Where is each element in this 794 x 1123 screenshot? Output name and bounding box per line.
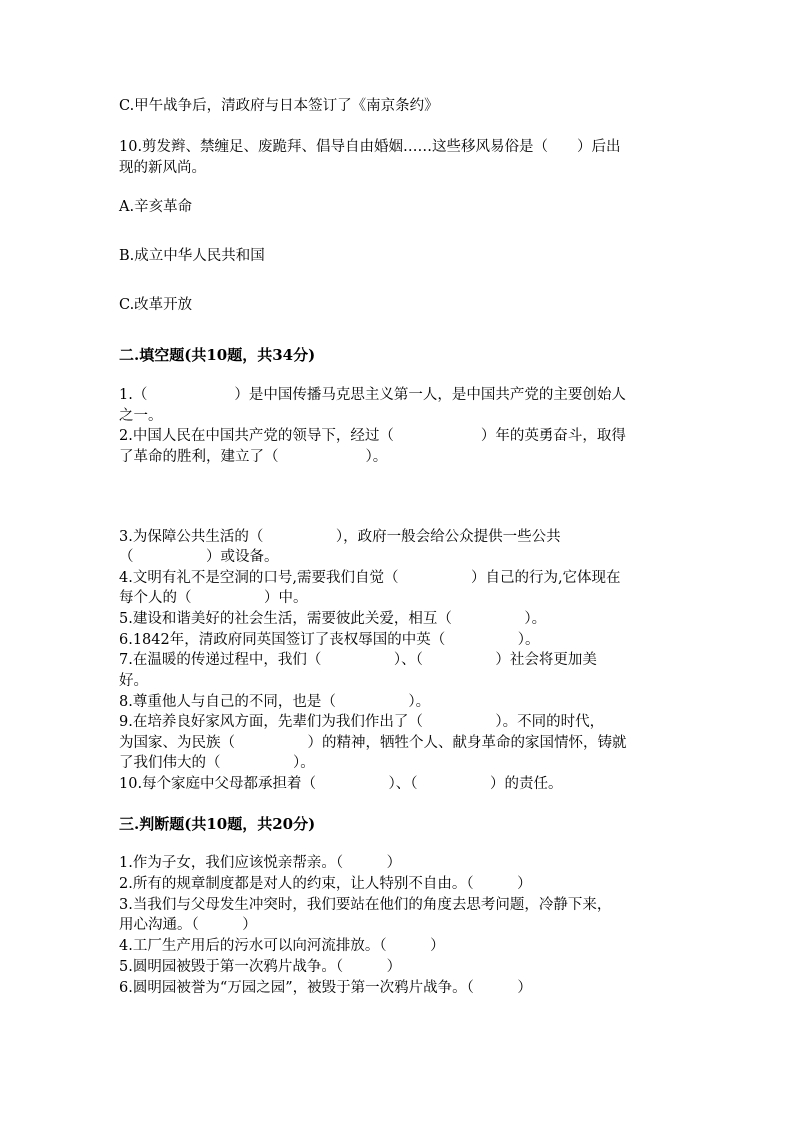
fill-line: 好。 (119, 673, 148, 689)
q10-stem-line2: 现的新风尚。 (119, 160, 206, 176)
judge-section-heading: 三.判断题(共10题，共20分) (119, 815, 316, 833)
fill-line: 9.在培养良好家风方面，先辈们为我们作出了（ ）。不同的时代， (119, 714, 605, 730)
q10-stem-line1: 10.剪发辫、禁缠足、废跪拜、倡导自由婚姻……这些移风易俗是（ ）后出 (119, 139, 621, 155)
judge-line: 2.所有的规章制度都是对人的约束，让人特别不自由。（ ） (119, 876, 532, 892)
fill-line: 8.尊重他人与自己的不同，也是（ ）。 (119, 694, 431, 710)
judge-line: 6.圆明园被誉为“万园之园”，被毁于第一次鸦片战争。（ ） (119, 980, 532, 996)
fill-line: 每个人的（ ）中。 (119, 590, 308, 606)
fill-line: 3.为保障公共生活的（ ），政府一般会给公众提供一些公共 (119, 529, 561, 545)
fill-line: 了我们伟大的（ ）。 (119, 755, 315, 771)
fill-line: 5.建设和谐美好的社会生活，需要彼此关爱，相互（ ）。 (119, 611, 547, 627)
q9-option-c: C.甲午战争后，清政府与日本签订了《南京条约》 (119, 98, 439, 114)
judge-line: 用心沟通。（ ） (119, 917, 257, 933)
judge-line: 5.圆明园被毁于第一次鸦片战争。（ ） (119, 959, 402, 975)
fill-line: 了革命的胜利，建立了（ ）。 (119, 449, 388, 465)
q10-option-b: B.成立中华人民共和国 (119, 248, 265, 264)
fill-line: 10.每个家庭中父母都承担着（ ）、（ ）的责任。 (119, 776, 563, 792)
q10-option-a: A.辛亥革命 (119, 199, 193, 215)
judge-line: 1.作为子女，我们应该悦亲帮亲。（ ） (119, 855, 402, 871)
fill-line: 之一。 (119, 408, 163, 424)
fill-line: 2.中国人民在中国共产党的领导下，经过（ ）年的英勇奋斗，取得 (119, 428, 626, 444)
q10-option-c: C.改革开放 (119, 297, 193, 313)
fill-line: 4.文明有礼不是空洞的口号,需要我们自觉（ ）自己的行为,它体现在 (119, 570, 621, 586)
judge-line: 3.当我们与父母发生冲突时，我们要站在他们的角度去思考问题，冷静下来， (119, 897, 612, 913)
fill-section-heading: 二.填空题(共10题，共34分) (119, 346, 316, 364)
fill-line: 为国家、为民族（ ）的精神，牺牲个人、献身革命的家国情怀，铸就 (119, 735, 627, 751)
fill-line: 1.（ ）是中国传播马克思主义第一人，是中国共产党的主要创始人 (119, 387, 626, 403)
fill-line: （ ）或设备。 (119, 549, 279, 565)
fill-line: 6.1842年，清政府同英国签订了丧权辱国的中英（ ）。 (119, 632, 540, 648)
fill-line: 7.在温暖的传递过程中，我们（ ）、（ ）社会将更加美 (119, 652, 597, 668)
judge-line: 4.工厂生产用后的污水可以向河流排放。（ ） (119, 938, 445, 954)
